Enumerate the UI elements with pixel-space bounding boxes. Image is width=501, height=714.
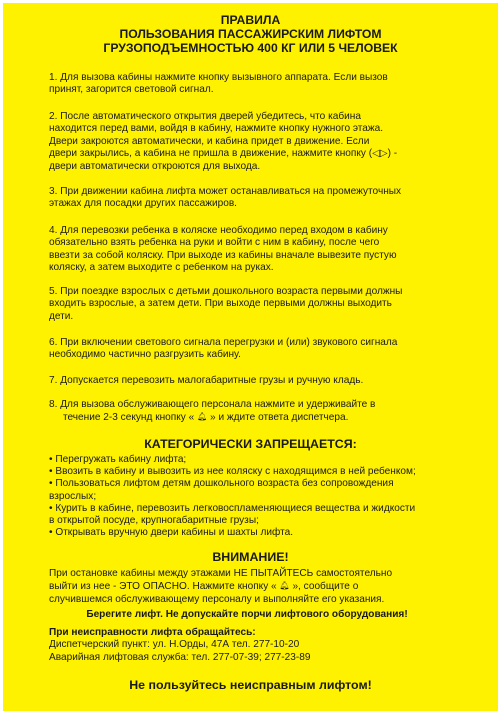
rule-2-line: находится перед вами, войдя в кабину, нажмите кнопку нужного этажа. xyxy=(49,123,384,135)
rule-5 xyxy=(49,286,445,323)
rule-8-text-a: течение 2-3 секунд кнопку « xyxy=(63,412,198,424)
rule-5-line: дети. xyxy=(49,310,74,322)
list-item: • Пользоваться лифтом детям дошкольного возраста без сопровождения xyxy=(49,478,394,490)
rule-2-line: двери автоматически откроются для выхода. xyxy=(49,160,261,172)
attention-text-b: », сообщите о xyxy=(289,581,359,593)
forbidden-title: КАТЕГОРИЧЕСКИ ЗАПРЕЩАЕТСЯ: xyxy=(144,437,357,451)
rule-8-line-2 xyxy=(49,411,445,424)
contacts-title: При неисправности лифта обращайтесь: xyxy=(49,627,256,638)
emergency-contact: Аварийная лифтовая служба: тел. 277-07-39; 277-23-89 xyxy=(49,651,311,663)
rule-4-line: обязательно взять ребенка на руки и войти с ним в кабину, после чего xyxy=(49,237,380,249)
rule-5-line: 5. При поездке взрослых с детьми дошкольного возраста первыми должны xyxy=(49,286,403,297)
rule-8-text-b: » и ждите ответа диспетчера. xyxy=(207,412,349,424)
attention-text-a: выйти из нее - ЭТО ОПАСНО. Нажмите кнопку « xyxy=(49,581,280,593)
bell-icon: 🔔︎ xyxy=(197,412,208,422)
rule-3-line: этажах для посадки других пассажиров. xyxy=(49,198,237,210)
rule-1 xyxy=(49,72,445,97)
rule-2-line: 2. После автоматического открытия дверей убедитесь, что кабина xyxy=(49,111,361,122)
rule-2-line: двери закрылись, а кабина не пришла в движение, нажмите кнопку (◁▷) - xyxy=(49,148,398,160)
rule-2 xyxy=(49,111,445,173)
footer-warning: Не пользуйтесь неисправным лифтом! xyxy=(129,678,372,692)
title-line-1: ПРАВИЛА xyxy=(220,13,281,27)
bell-icon: 🔔︎ xyxy=(279,581,290,591)
rule-4-line: ввезти за собой коляску. При выходе из кабины вначале вывезите пустую xyxy=(49,249,397,261)
rule-3 xyxy=(49,186,445,211)
attention-title: ВНИМАНИЕ! xyxy=(212,550,289,564)
rule-7 xyxy=(49,375,445,387)
list-item: • Перегружать кабину лифта; xyxy=(49,454,187,465)
attention-line: При остановке кабины между этажами НЕ ПЫТАЙТЕСЬ самостоятельно xyxy=(49,568,393,579)
care-notice: Берегите лифт. Не допускайте порчи лифтового оборудования! xyxy=(86,609,408,621)
title-line-2: ПОЛЬЗОВАНИЯ ПАССАЖИРСКИМ ЛИФТОМ xyxy=(119,27,382,41)
list-item: взрослых; xyxy=(49,490,97,502)
title-line-3: ГРУЗОПОДЪЕМНОСТЬЮ 400 КГ ИЛИ 5 ЧЕЛОВЕК xyxy=(103,41,398,55)
rule-3-line: 3. При движении кабина лифта может останавливаться на промежуточных xyxy=(49,186,402,197)
rule-6 xyxy=(49,337,445,362)
rule-4 xyxy=(49,225,445,275)
rule-4-line: 4. Для перевозки ребенка в коляске необходимо перед входом в кабину xyxy=(49,225,388,236)
rule-1-line: принят, загорится световой сигнал. xyxy=(49,84,214,96)
poster-title xyxy=(3,13,498,55)
rule-8 xyxy=(49,399,445,425)
forbidden-list xyxy=(49,454,445,539)
list-item: • Курить в кабине, перевозить легковоспламеняющиеся вещества и жидкости xyxy=(49,502,416,514)
list-item: • Открывать вручную двери кабины и шахты лифта. xyxy=(49,527,294,539)
rule-6-line: необходимо частично разгрузить кабину. xyxy=(49,349,241,361)
rule-2-line: Двери закроются автоматически, и кабина придет в движение. Если xyxy=(49,135,370,147)
attention-line: случившемся обслуживающему персоналу и выполняйте его указания. xyxy=(49,593,385,605)
dispatch-contact: Диспетчерский пункт: ул. Н.Орды, 47А тел. 277-10-20 xyxy=(49,639,300,651)
rule-7-line: 7. Допускается перевозить малогабаритные грузы и ручную кладь. xyxy=(49,375,364,386)
list-item: в открытой посуде, крупногабаритные грузы; xyxy=(49,515,259,527)
rule-4-line: коляску, а затем выходите с ребенком на руках. xyxy=(49,262,274,274)
rule-1-line: 1. Для вызова кабины нажмите кнопку вызывного аппарата. Если вызов xyxy=(49,72,388,83)
rule-6-line: 6. При включении светового сигнала перегрузки и (или) звукового сигнала xyxy=(49,337,398,348)
rule-8-line: 8. Для вызова обслуживающего персонала нажмите и удерживайте в xyxy=(49,399,376,410)
rule-5-line: входить взрослые, а затем дети. При выходе первыми должны выходить xyxy=(49,298,392,310)
list-item: • Ввозить в кабину и вывозить из нее коляску с находящимся в ней ребенком; xyxy=(49,466,416,478)
attention-text xyxy=(49,568,445,622)
rules-poster xyxy=(3,3,498,711)
contacts xyxy=(49,627,445,664)
attention-line xyxy=(49,580,445,593)
